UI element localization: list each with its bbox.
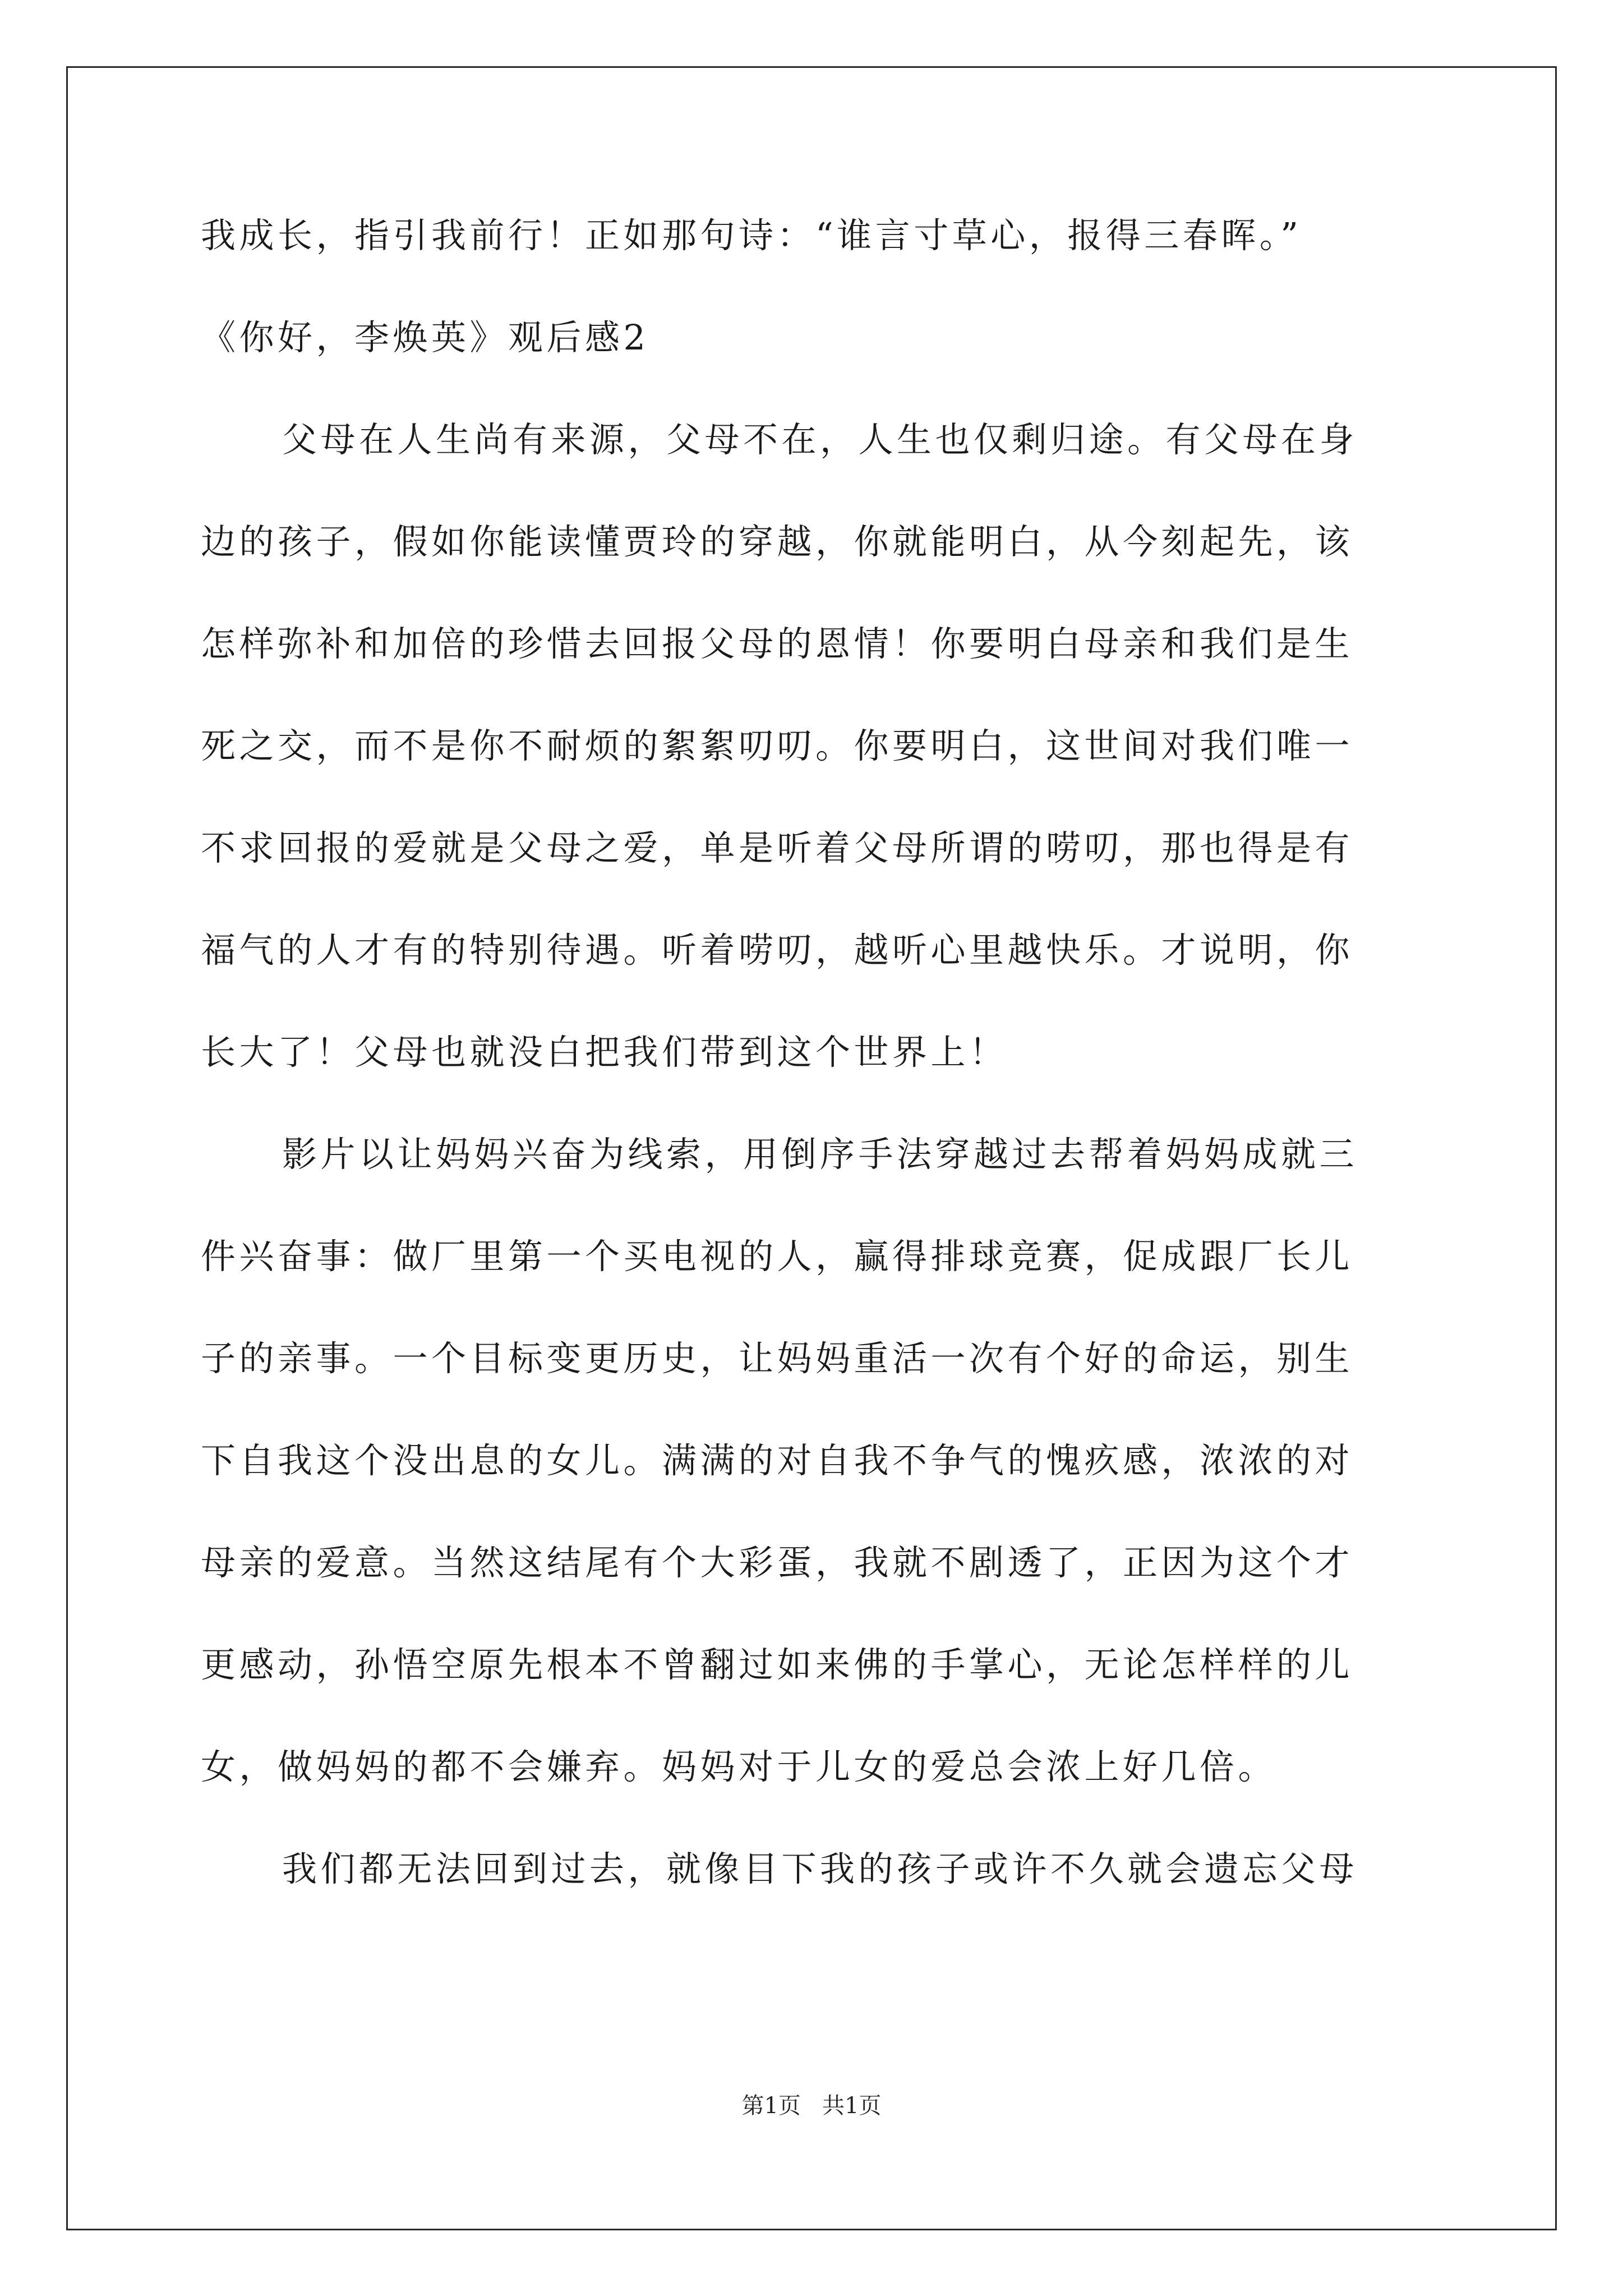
text-line: 件兴奋事：做厂里第一个买电视的人，赢得排球竞赛，促成跟厂长儿	[201, 1236, 1354, 1277]
text-line: 影片以让妈妈兴奋为线索，用倒序手法穿越过去帮着妈妈成就三	[282, 1134, 1358, 1175]
text-line: 福气的人才有的特别待遇。听着唠叨，越听心里越快乐。才说明，你	[201, 930, 1354, 970]
text-line: 我成长，指引我前行！正如那句诗：“谁言寸草心，报得三春晖。”	[201, 215, 1302, 256]
text-line: 死之交，而不是你不耐烦的絮絮叨叨。你要明白，这世间对我们唯一	[201, 725, 1354, 766]
text-line: 子的亲事。一个目标变更历史，让妈妈重活一次有个好的命运，别生	[201, 1338, 1354, 1379]
text-line: 父母在人生尚有来源，父母不在，人生也仅剩归途。有父母在身	[282, 419, 1358, 460]
text-line: 女，做妈妈的都不会嫌弃。妈妈对于儿女的爱总会浓上好几倍。	[201, 1746, 1277, 1787]
document-body	[201, 216, 1423, 1889]
section-title: 《你好，李焕英》观后感2	[201, 317, 649, 358]
text-line: 不求回报的爱就是父母之爱，单是听着父母所谓的唠叨，那也得是有	[201, 827, 1354, 868]
text-line: 边的孩子，假如你能读懂贾玲的穿越，你就能明白，从今刻起先，该	[201, 521, 1354, 562]
text-line: 怎样弥补和加倍的珍惜去回报父母的恩情！你要明白母亲和我们是生	[201, 623, 1354, 664]
text-line: 长大了！父母也就没白把我们带到这个世界上！	[201, 1032, 1008, 1073]
text-line: 母亲的爱意。当然这结尾有个大彩蛋，我就不剧透了，正因为这个才	[201, 1542, 1354, 1583]
page-footer: 第1页 共1页	[741, 2093, 882, 2119]
text-line: 下自我这个没出息的女儿。满满的对自我不争气的愧疚感，浓浓的对	[201, 1440, 1354, 1481]
text-line: 我们都无法回到过去，就像目下我的孩子或许不久就会遗忘父母	[282, 1848, 1358, 1889]
text-line: 更感动，孙悟空原先根本不曾翻过如来佛的手掌心，无论怎样样的儿	[201, 1644, 1354, 1685]
